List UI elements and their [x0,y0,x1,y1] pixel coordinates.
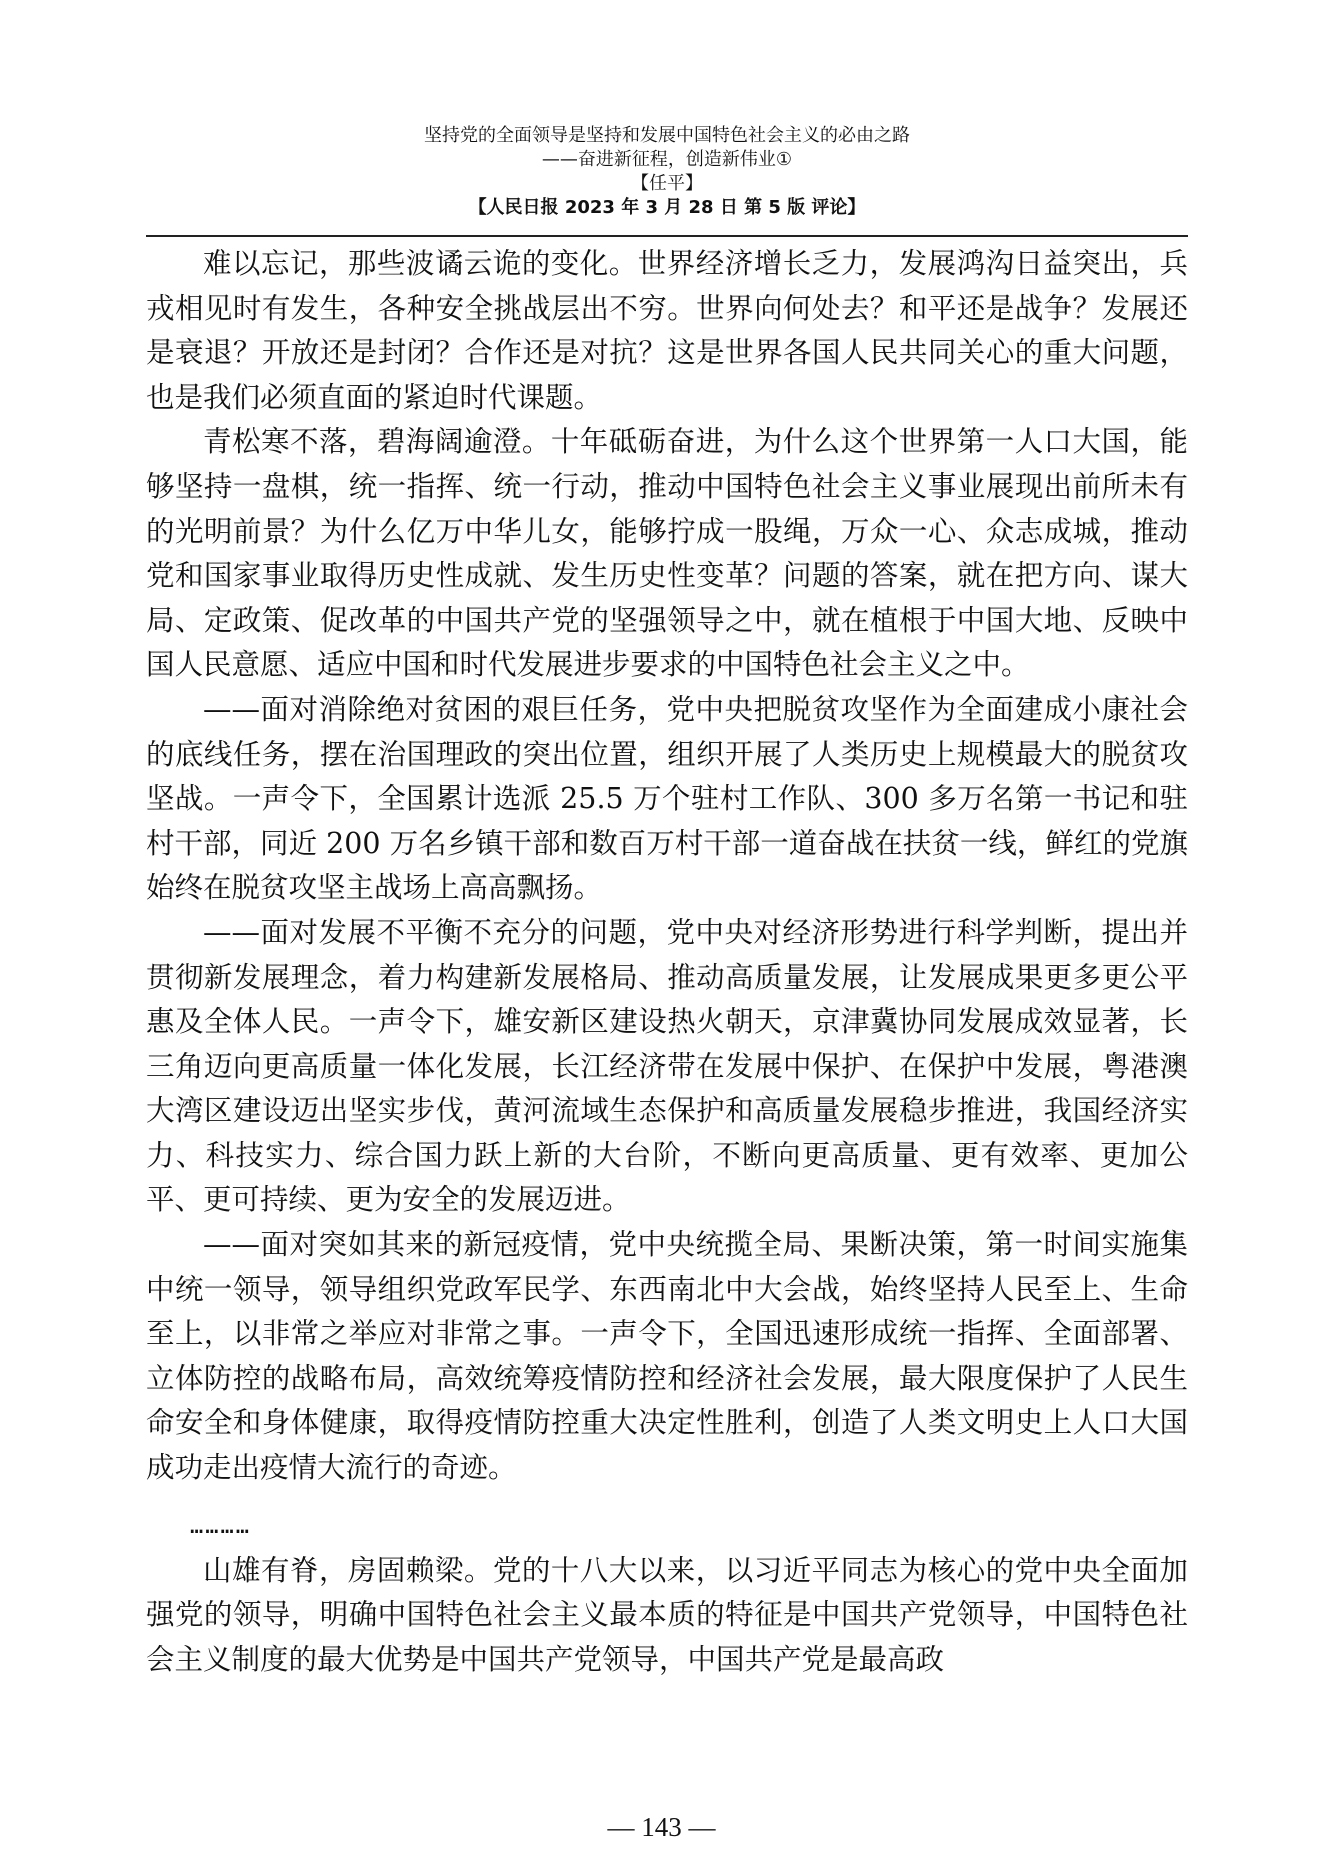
paragraph: 山雄有脊，房固赖梁。党的十八大以来，以习近平同志为核心的党中央全面加强党的领导，明确中国特色社会主义最本质的特征是中国共产党领导，中国特色社会主义制度的最大优势是中国共产党领导，中国共产党是最高政 [146,1553,1188,1676]
omission-mark: ………… [190,1513,251,1539]
article-body [146,242,1188,1682]
header-divider [146,235,1188,237]
article-header [148,124,1186,220]
paragraph: 青松寒不落，碧海阔逾澄。十年砥砺奋进，为什么这个世界第一人口大国，能够坚持一盘棋，统一指挥、统一行动，推动中国特色社会主义事业展现出前所未有的光明前景？为什么亿万中华儿女，能够拧成一股绳，万众一心、众志成城，推动党和国家事业取得历史性成就、发生历史性变革？问题的答案，就在把方向、谋大局、定政策、促改革的中国共产党的坚强领导之中，就在植根于中国大地、反映中国人民意愿、适应中国和时代发展进步要求的中国特色社会主义之中。 [146,425,1188,682]
page-number: — 143 — [607,1812,716,1842]
paragraph: 难以忘记，那些波谲云诡的变化。世界经济增长乏力，发展鸿沟日益突出，兵戎相见时有发生，各种安全挑战层出不穷。世界向何处去？和平还是战争？发展还是衰退？开放还是封闭？合作还是对抗？这是世界各国人民共同关心的重大问题，也是我们必须直面的紧迫时代课题。 [146,247,1188,414]
paragraph: ——面对消除绝对贫困的艰巨任务，党中央把脱贫攻坚作为全面建成小康社会的底线任务，摆在治国理政的突出位置，组织开展了人类历史上规模最大的脱贫攻坚战。一声令下，全国累计选派 25.5 万个驻村工作队、300 多万名第一书记和驻村干部，同近 200 万名乡镇干部和数百万村干部一道奋战在扶贫一线，鲜红的党旗始终在脱贫攻坚主战场上高高飘扬。 [146,692,1188,905]
paragraph: ——面对突如其来的新冠疫情，党中央统揽全局、果断决策，第一时间实施集中统一领导，领导组织党政军民学、东西南北中大会战，始终坚持人民至上、生命至上，以非常之举应对非常之事。一声令下，全国迅速形成统一指挥、全面部署、立体防控的战略布局，高效统筹疫情防控和经济社会发展，最大限度保护了人民生命安全和身体健康，取得疫情防控重大决定性胜利，创造了人类文明史上人口大国成功走出疫情大流行的奇迹。 [146,1228,1188,1485]
paragraph: ——面对发展不平衡不充分的问题，党中央对经济形势进行科学判断，提出并贯彻新发展理念，着力构建新发展格局、推动高质量发展，让发展成果更多更公平惠及全体人民。一声令下，雄安新区建设热火朝天，京津冀协同发展成效显著，长三角迈向更高质量一体化发展，长江经济带在发展中保护、在保护中发展，粤港澳大湾区建设迈出坚实步伐，黄河流域生态保护和高质量发展稳步推进，我国经济实力、科技实力、综合国力跃上新的大台阶，不断向更高质量、更有效率、更加公平、更可持续、更为安全的发展迈进。 [146,915,1188,1217]
article-subtitle: ——奋进新征程，创造新伟业① [541,149,793,170]
article-source: 【人民日报 2023 年 3 月 28 日 第 5 版 评论】 [468,197,866,218]
article-author: 【任平】 [631,173,703,194]
article-title: 坚持党的全面领导是坚持和发展中国特色社会主义的必由之路 [424,125,910,146]
